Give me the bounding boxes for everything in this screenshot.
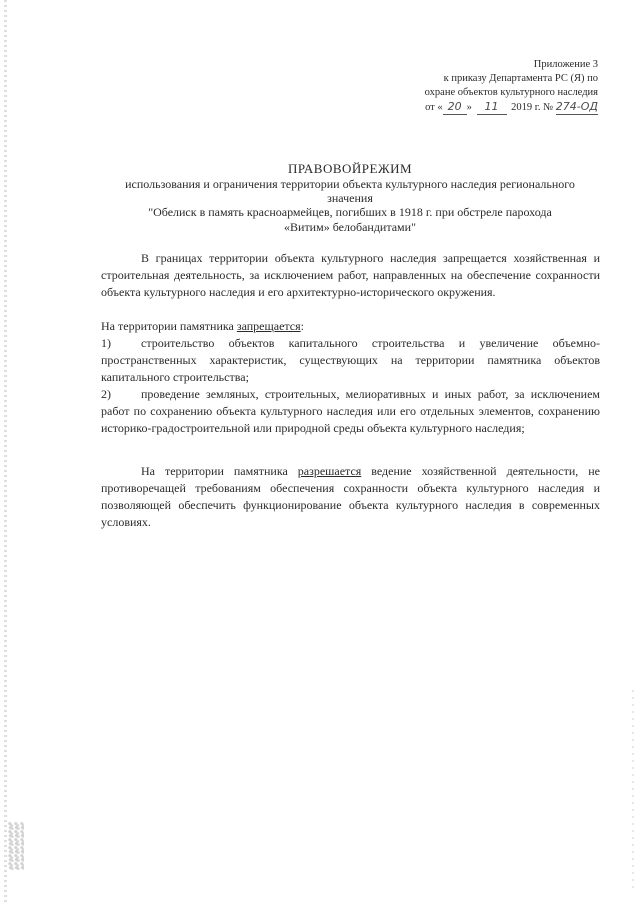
paragraph-permissions [101,463,600,531]
scan-edge-artifact [4,0,7,905]
prohibitions-intro-prefix: На территории памятника [101,319,237,333]
document-title-block [100,160,600,235]
appendix-department: охране объектов культурного наследия [424,87,598,98]
prohibitions-intro-suffix: : [300,319,304,333]
list-item-number: 1) [101,336,111,350]
appendix-label: Приложение 3 [533,59,598,70]
list-item [101,386,600,437]
appendix-date-number [298,100,598,115]
prohibitions-section [101,318,600,437]
date-prefix: от « [425,102,443,113]
document-subtitle-line1: использования и ограничения территории объекта культурного наследия регионального [125,177,575,191]
date-day-close: » [466,102,472,113]
object-name-line1: "Обелиск в память красноармейцев, погибших в 1918 г. при обстреле парохода [148,205,552,219]
object-name-line2: «Витим» белобандитами" [284,220,416,234]
appendix-order-ref: к приказу Департамента РС (Я) по [443,73,598,84]
permissions-prefix: На территории памятника [141,464,298,478]
list-item-text: проведение земляных, строительных, мелиоративных и иных работ, за исключением работ по сохранению объекта культурного наследия или его отдельных элементов, сохранению историко-градостроительной или природной среды объекта культурного наследия; [101,387,600,435]
paragraph-prohibition-general: В границах территории объекта культурного наследия запрещается хозяйственная и строительная деятельность, за исключением работ, направленных на обеспечение сохранности объекта культурного наследия и его архитектурно-исторического окружения. [101,251,600,299]
handwritten-month: 11 [477,100,507,115]
document-title: ПРАВОВОЙРЕЖИМ [287,161,413,176]
list-item-number: 2) [101,387,111,401]
prohibitions-intro [101,318,600,335]
permissions-keyword: разрешается [297,464,362,478]
document-subtitle-line2: значения [327,191,373,205]
list-item-text: строительство объектов капитального строительства и увеличение объемно-пространственных характеристик, существующих на территории памятника объектов капитального строительства; [101,336,600,384]
appendix-header [298,58,598,115]
date-year: 2019 г. № [511,102,554,113]
handwritten-day: 20 [443,100,467,115]
permissions-text: ведение хозяйственной деятельности, не противоречащей требованиям обеспечения сохранности объекта культурного наследия и позволяющей обеспечить функционирование объекта культурного наследия в современных условиях. [101,464,600,529]
handwritten-order-number: 274-ОД [555,100,598,113]
prohibitions-keyword: запрещается [236,319,301,333]
scan-edge-artifact-right [632,690,634,890]
scan-noise-mark [8,822,24,870]
list-item [101,335,600,386]
